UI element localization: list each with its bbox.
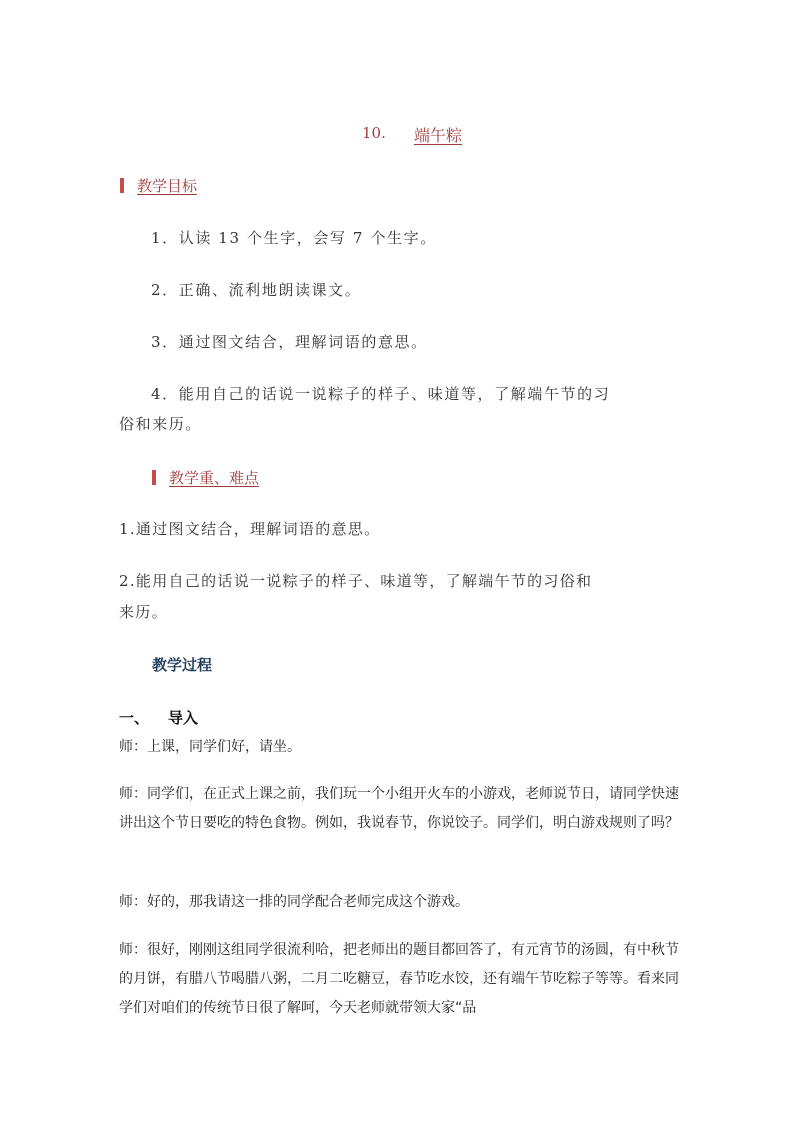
keypoint-item: 2.能用自己的话说一说粽子的样子、味道等，了解端午节的习俗和 (119, 572, 593, 590)
objective-item: 3．通过图文结合，理解词语的意思。 (151, 333, 428, 351)
dialogue-line: 师：上课，同学们好，请坐。 (119, 739, 301, 755)
section-marker (152, 470, 156, 485)
lesson-number: 10. (362, 124, 386, 142)
objective-item: 2．正确、流利地朗读课文。 (151, 281, 362, 299)
step-number: 一、 (119, 709, 150, 727)
section-heading-keypoints: 教学重、难点 (169, 469, 260, 487)
objective-item-continued: 俗和来历。 (119, 415, 203, 433)
lesson-title: 端午粽 (414, 126, 463, 145)
section-heading-objectives: 教学目标 (137, 177, 198, 195)
section-marker (120, 178, 124, 193)
section-heading-process: 教学过程 (152, 656, 213, 674)
keypoint-item-continued: 来历。 (119, 603, 168, 621)
objective-item: 1．认读 13 个生字，会写 7 个生字。 (151, 229, 437, 247)
dialogue-line: 师：好的，那我请这一排的同学配合老师完成这个游戏。 (119, 894, 469, 910)
dialogue-paragraph: 师：同学们，在正式上课之前，我们玩一个小组开火车的小游戏，老师说节日，请同学快速讲出这个节日要吃的特色食物。例如，我说春节，你说饺子。同学们，明白游戏规则了吗？ (119, 786, 679, 831)
keypoint-item: 1.通过图文结合，理解词语的意思。 (119, 520, 381, 538)
objective-item: 4．能用自己的话说一说粽子的样子、味道等，了解端午节的习 (151, 385, 611, 403)
dialogue-paragraph: 师：很好，刚刚这组同学很流利哈，把老师出的题目都回答了，有元宵节的汤圆，有中秋节的月饼，有腊八节喝腊八粥，二月二吃糖豆，春节吃水饺，还有端午节吃粽子等等。看来同学们对咱们的传统节日很了解呵，今天老师就带领大家“品 (119, 942, 679, 1016)
step-label: 导入 (168, 709, 199, 727)
